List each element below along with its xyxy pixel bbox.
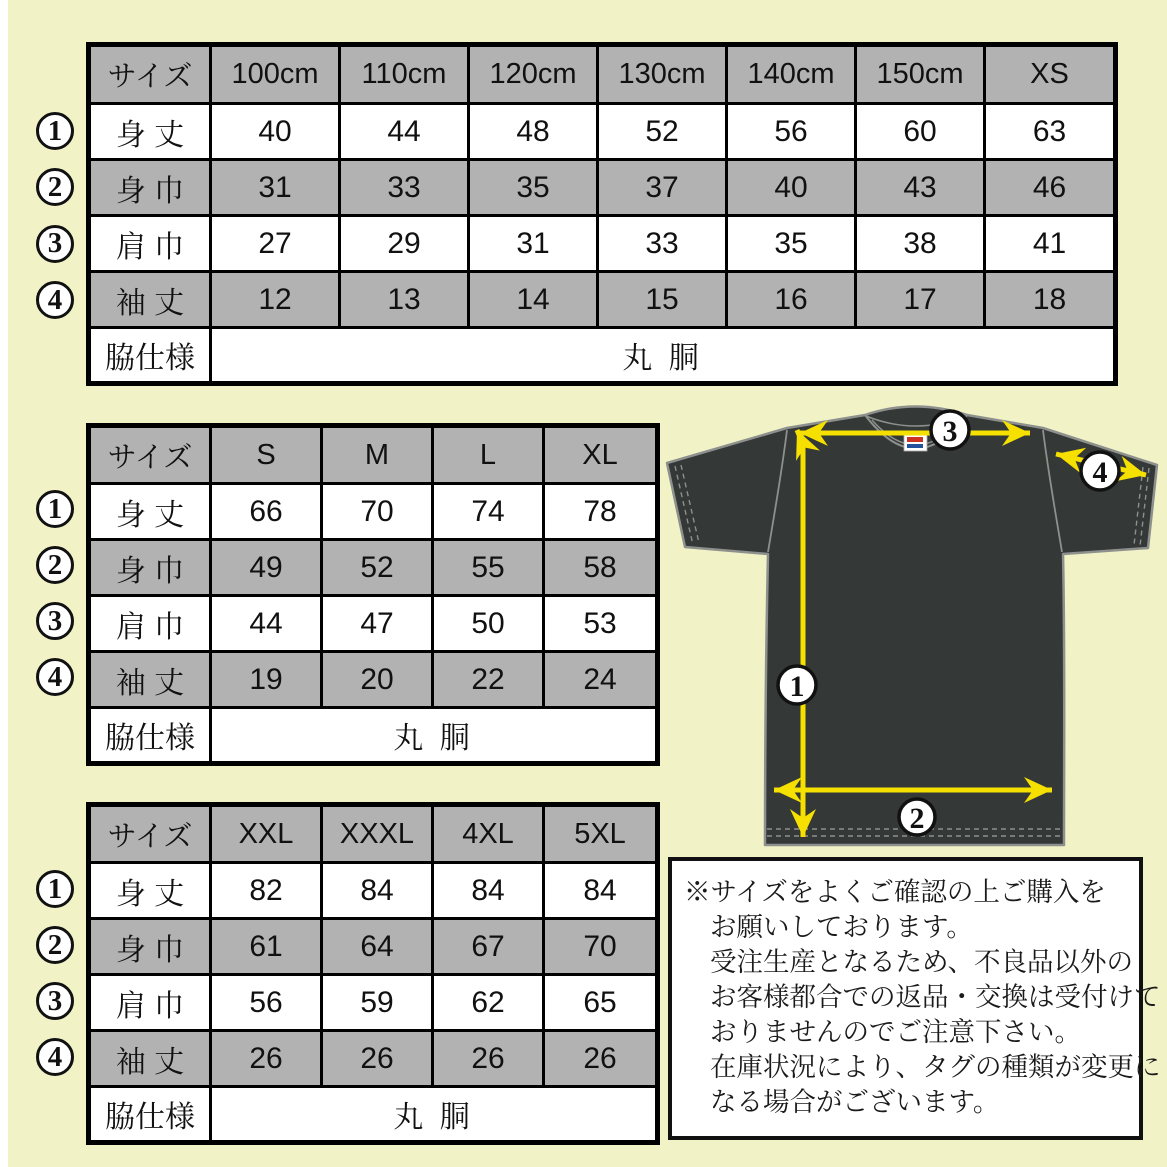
measurement-value: 78	[544, 484, 658, 540]
row-label: 身 丈	[89, 104, 211, 160]
measurement-value: 15	[598, 272, 727, 328]
size-column-header: 140cm	[727, 45, 856, 104]
row-marker-2: 2	[36, 168, 74, 206]
measurement-value: 12	[211, 272, 340, 328]
table-row	[89, 596, 658, 652]
size-table-big	[86, 802, 660, 1145]
row-label: 身 巾	[89, 919, 211, 975]
measurement-value: 26	[433, 1031, 544, 1087]
row-marker-1: 1	[36, 490, 74, 528]
size-column-header: XS	[985, 45, 1116, 104]
row-marker-2: 2	[36, 926, 74, 964]
measurement-value: 27	[211, 216, 340, 272]
size-column-header: L	[433, 426, 544, 484]
measurement-value: 26	[322, 1031, 433, 1087]
row-label: 身 巾	[89, 540, 211, 596]
size-column-header: 100cm	[211, 45, 340, 104]
footer-value: 丸 胴	[211, 1087, 658, 1143]
table-footer-row	[89, 708, 658, 764]
measurement-value: 44	[340, 104, 469, 160]
size-table-adult	[86, 423, 660, 766]
table-row	[89, 216, 1116, 272]
size-column-header: XXXL	[322, 805, 433, 863]
measurement-value: 38	[856, 216, 985, 272]
measurement-value: 26	[544, 1031, 658, 1087]
note-line: 受注生産となるため、不良品以外の	[710, 947, 1133, 977]
footer-label: 脇仕様	[89, 328, 211, 384]
measurement-value: 18	[985, 272, 1116, 328]
size-column-header: 130cm	[598, 45, 727, 104]
row-label: 肩 巾	[89, 216, 211, 272]
measurement-value: 24	[544, 652, 658, 708]
row-marker-2: 2	[36, 546, 74, 584]
note-line: ※サイズをよくご確認の上ご購入を	[684, 877, 1106, 907]
note-line: お願いしております。	[710, 912, 973, 942]
row-label: 肩 巾	[89, 596, 211, 652]
measurement-value: 48	[469, 104, 598, 160]
measurement-value: 56	[727, 104, 856, 160]
size-column-header: XXL	[211, 805, 322, 863]
measurement-value: 33	[598, 216, 727, 272]
measurement-value: 50	[433, 596, 544, 652]
row-marker-1: 1	[36, 870, 74, 908]
size-column-header: M	[322, 426, 433, 484]
measurement-value: 60	[856, 104, 985, 160]
measurement-value: 49	[211, 540, 322, 596]
footer-label: 脇仕様	[89, 708, 211, 764]
row-label: 袖 丈	[89, 272, 211, 328]
measurement-value: 52	[322, 540, 433, 596]
measurement-value: 40	[727, 160, 856, 216]
measurement-value: 84	[544, 863, 658, 919]
row-marker-1: 1	[36, 112, 74, 150]
table-row	[89, 540, 658, 596]
measurement-value: 59	[322, 975, 433, 1031]
diagram-marker-1: 1	[789, 670, 805, 703]
footer-label: 脇仕様	[89, 1087, 211, 1143]
measurement-value: 70	[544, 919, 658, 975]
measurement-value: 47	[322, 596, 433, 652]
table-row	[89, 652, 658, 708]
size-header-label: サイズ	[89, 805, 211, 863]
row-label: 身 丈	[89, 484, 211, 540]
row-marker-4: 4	[36, 658, 74, 696]
measurement-value: 63	[985, 104, 1116, 160]
measurement-value: 16	[727, 272, 856, 328]
measurement-value: 13	[340, 272, 469, 328]
size-column-header: 150cm	[856, 45, 985, 104]
measurement-value: 65	[544, 975, 658, 1031]
measurement-value: 61	[211, 919, 322, 975]
table-footer-row	[89, 328, 1116, 384]
left-edge-strip	[0, 0, 8, 1167]
measurement-value: 58	[544, 540, 658, 596]
measurement-value: 20	[322, 652, 433, 708]
measurement-value: 14	[469, 272, 598, 328]
measurement-value: 56	[211, 975, 322, 1031]
measurement-value: 43	[856, 160, 985, 216]
measurement-value: 44	[211, 596, 322, 652]
diagram-marker-4: 4	[1092, 456, 1108, 489]
measurement-value: 67	[433, 919, 544, 975]
tshirt-svg	[660, 396, 1165, 861]
measurement-value: 52	[598, 104, 727, 160]
table-row	[89, 919, 658, 975]
measurement-value: 35	[727, 216, 856, 272]
measurement-value: 82	[211, 863, 322, 919]
diagram-marker-2: 2	[909, 802, 925, 835]
table-row	[89, 975, 658, 1031]
measurement-value: 66	[211, 484, 322, 540]
footer-value: 丸 胴	[211, 708, 658, 764]
table-footer-row	[89, 1087, 658, 1143]
measurement-value: 37	[598, 160, 727, 216]
brand-tag	[904, 434, 927, 451]
table-row	[89, 1031, 658, 1087]
size-column-header: 4XL	[433, 805, 544, 863]
size-header-label: サイズ	[89, 426, 211, 484]
size-column-header: 5XL	[544, 805, 658, 863]
table-row	[89, 863, 658, 919]
diagram-marker-3: 3	[942, 415, 958, 448]
measurement-value: 41	[985, 216, 1116, 272]
note-line: おりませんのでご注意下さい。	[710, 1017, 1081, 1047]
table-row	[89, 484, 658, 540]
measurement-value: 64	[322, 919, 433, 975]
note-line: 在庫状況により、タグの種類が変更に	[710, 1052, 1161, 1082]
measurement-value: 17	[856, 272, 985, 328]
size-column-header: 120cm	[469, 45, 598, 104]
size-column-header: XL	[544, 426, 658, 484]
measurement-value: 40	[211, 104, 340, 160]
measurement-value: 84	[322, 863, 433, 919]
table-row	[89, 272, 1116, 328]
row-marker-3: 3	[36, 602, 74, 640]
measurement-value: 70	[322, 484, 433, 540]
size-column-header: 110cm	[340, 45, 469, 104]
measurement-value: 31	[211, 160, 340, 216]
row-label: 身 巾	[89, 160, 211, 216]
row-label: 袖 丈	[89, 1031, 211, 1087]
row-marker-3: 3	[36, 982, 74, 1020]
measurement-value: 62	[433, 975, 544, 1031]
measurement-value: 19	[211, 652, 322, 708]
purchase-notes	[668, 857, 1161, 1140]
size-column-header: S	[211, 426, 322, 484]
measurement-value: 46	[985, 160, 1116, 216]
measurement-value: 29	[340, 216, 469, 272]
measurement-value: 33	[340, 160, 469, 216]
measurement-value: 31	[469, 216, 598, 272]
measurement-value: 22	[433, 652, 544, 708]
measurement-value: 84	[433, 863, 544, 919]
size-table-kids	[86, 42, 1118, 386]
row-label: 袖 丈	[89, 652, 211, 708]
row-label: 身 丈	[89, 863, 211, 919]
tshirt-diagram	[660, 396, 1165, 861]
row-marker-3: 3	[36, 225, 74, 263]
measurement-value: 55	[433, 540, 544, 596]
row-marker-4: 4	[36, 1038, 74, 1076]
table-row	[89, 160, 1116, 216]
table-row	[89, 104, 1116, 160]
measurement-value: 53	[544, 596, 658, 652]
size-header-label: サイズ	[89, 45, 211, 104]
row-label: 肩 巾	[89, 975, 211, 1031]
measurement-value: 26	[211, 1031, 322, 1087]
note-line: お客様都合での返品・交換は受付けて	[710, 982, 1161, 1012]
note-line: なる場合がございます。	[710, 1087, 1000, 1117]
measurement-value: 74	[433, 484, 544, 540]
footer-value: 丸 胴	[211, 328, 1116, 384]
row-marker-4: 4	[36, 281, 74, 319]
measurement-value: 35	[469, 160, 598, 216]
